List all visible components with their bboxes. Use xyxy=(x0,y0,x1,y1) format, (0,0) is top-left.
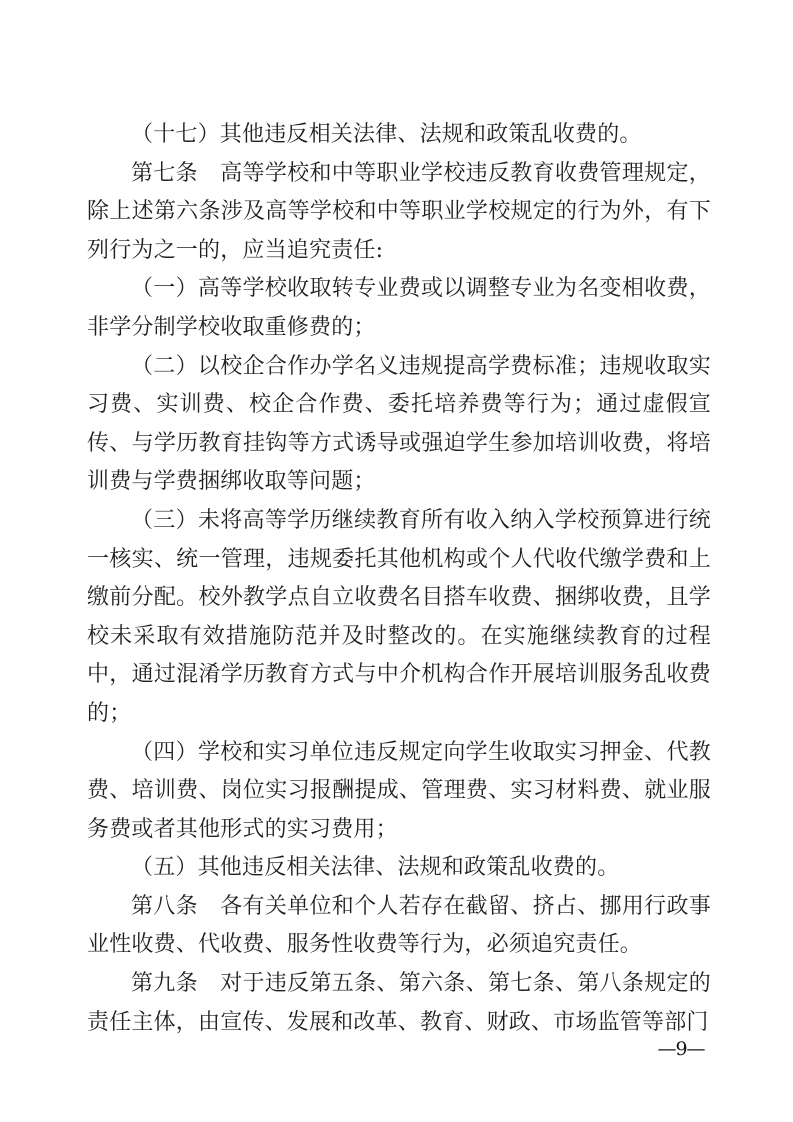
paragraph-article-9: 第九条 对于违反第五条、第六条、第七条、第八条规定的责任主体，由宣传、发展和改革、教育、财政、市场监管等部门 xyxy=(87,971,711,1035)
document-body xyxy=(87,116,711,1042)
paragraph-item-17: （十七）其他违反相关法律、法规和政策乱收费的。 xyxy=(131,122,642,147)
paragraph-article-7: 第七条 高等学校和中等职业学校违反教育收费管理规定，除上述第六条涉及高等学校和中等职业学校规定的行为外，有下列行为之一的，应当追究责任: xyxy=(87,160,711,263)
paragraph-article-8: 第八条 各有关单位和个人若存在截留、挤占、挪用行政事业性收费、代收费、服务性收费等行为，必须追究责任。 xyxy=(87,893,711,958)
paragraph-item-3: （三）未将高等学历继续教育所有收入纳入学校预算进行统一核实、统一管理，违规委托其他机构或个人代收代缴学费和上缴前分配。校外教学点自立收费名目搭车收费、捆绑收费，且学校未采取有效措施防范并及时整改的。在实施继续教育的过程中，通过混淆学历教育方式与中介机构合作开展培训服务乱收费的； xyxy=(87,507,711,726)
paragraph-item-1: （一）高等学校收取转专业费或以调整专业为名变相收费，非学分制学校收取重修费的； xyxy=(87,276,711,340)
paragraph-item-2: （二）以校企合作办学名义违规提高学费标准；违规收取实习费、实训费、校企合作费、委托培养费等行为；通过虚假宣传、与学历教育挂钩等方式诱导或强迫学生参加培训收费，将培训费与学费捆绑收取等问题； xyxy=(87,353,711,495)
paragraph-item-4: （四）学校和实习单位违反规定向学生收取实习押金、代教费、培训费、岗位实习报酬提成、管理费、实习材料费、就业服务费或者其他形式的实习费用； xyxy=(87,739,711,842)
paragraph-item-5: （五）其他违反相关法律、法规和政策乱收费的。 xyxy=(131,855,620,881)
page-number: —9— xyxy=(657,1038,705,1060)
